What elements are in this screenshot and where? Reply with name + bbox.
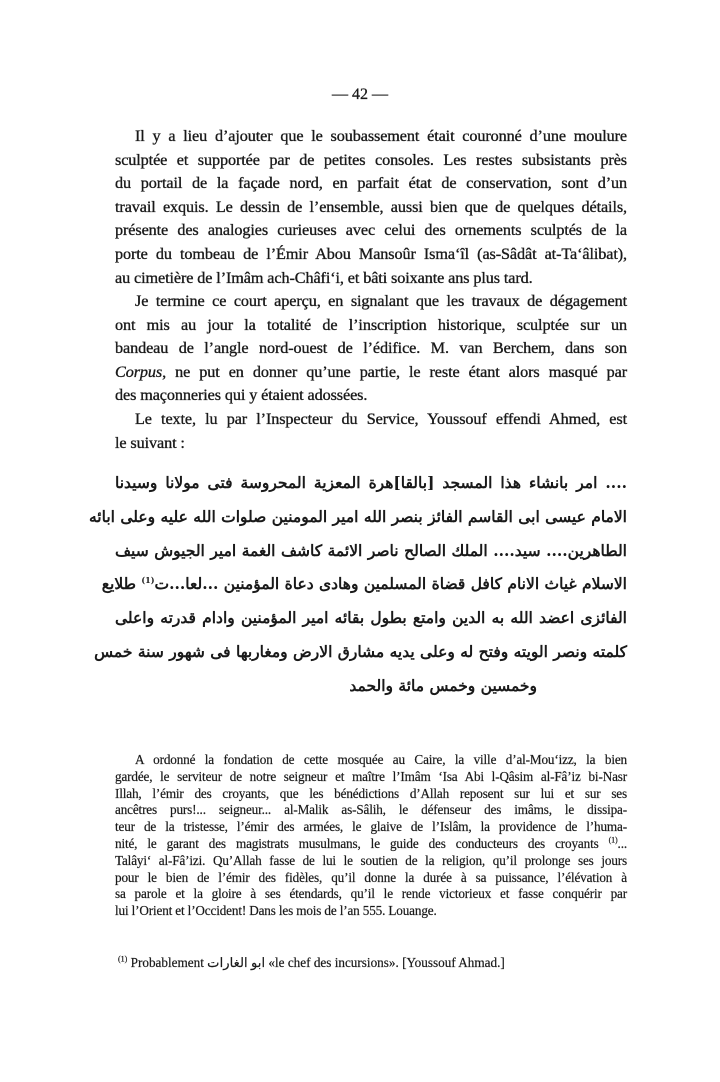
- footnote-ref: (1): [608, 835, 618, 845]
- arabic-line: الامام عيسى ابى القاسم الفائز بنصر الله امير المومنين صلوات الله عليه وعلى ابائه: [88, 506, 627, 526]
- arabic-span: طلايع: [101, 574, 142, 594]
- footnote-text: «le chef des incursions». [Youssouf Ahmad.]: [268, 955, 505, 970]
- arabic-line: وخمسين وخمس مائة والحمد: [349, 675, 537, 695]
- text-line: pour le bien de l’émir des fidèles, qu’il donne la durée à sa puissance, l’élévation à: [115, 869, 627, 885]
- text-line: teur de la tristesse, l’émir des armées, le glaive de l’Islâm, la providence de l’huma-: [115, 819, 627, 835]
- text-line: bandeau de l’angle nord-ouest de l’édifice. M. van Berchem, dans son: [115, 339, 627, 358]
- text-line: sa parole et la gloire à ses étendards, qu’il le rende victorieux et fasse conquérir par: [115, 886, 627, 902]
- text-line: lui l’Orient et l’Occident! Dans les mois de l’an 555. Louange.: [115, 903, 437, 919]
- text-span: , ne put en donner qu’une partie, le reste étant alors masqué par: [162, 362, 627, 381]
- text-line: porte du tombeau de l’Émir Abou Mansoûr Isma‘îl (as-Sâdât at-Ta‘âlibat),: [115, 244, 627, 263]
- text-line: [115, 361, 627, 385]
- text-line: gardée, le serviteur de notre seigneur et maître l’Imâm ‘Isa Abi l-Qâsim al-Fâ’iz bi-Nasr: [115, 768, 627, 784]
- footnote-text: Probablement: [130, 955, 204, 970]
- text-line: au cimetière de l’Imâm ach-Châfi‘i, et bâti soixante ans plus tard.: [115, 268, 533, 287]
- text-line: Illah, l’émir des croyants, que les bénédictions d’Allah reposent sur lui et sur ses: [115, 785, 627, 801]
- text-line: du portail de la façade nord, en parfait état de conservation, sont d’un: [115, 174, 627, 193]
- text-line: des maçonneries qui y étaient adossées.: [115, 386, 368, 405]
- text-line: [115, 836, 627, 853]
- text-line: A ordonné la fondation de cette mosquée au Caire, la ville d’al-Mou‘izz, la bien: [135, 752, 627, 767]
- text-line: le suivant :: [115, 433, 185, 452]
- text-line: Je termine ce court aperçu, en signalant que les travaux de dégagement: [135, 292, 627, 310]
- text-line: travail exquis. Le dessin de l’ensemble, aussi bien que de quelques détails,: [115, 197, 627, 216]
- text-span: nité, le garant des magistrats musulmans, le guide des conducteurs des croyants: [115, 835, 599, 851]
- paragraph-3: [115, 408, 627, 455]
- text-line: Talâyi‘ al-Fâ’izi. Qu’Allah fasse de lui le soutien de la religion, qu’il prolonge ses jours: [115, 852, 627, 868]
- arabic-line: الطاهرين.... سيد.... الملك الصالح ناصر الائمة كاشف الغمة امير الجيوش سيف: [115, 540, 627, 560]
- footnote-marker: (1): [118, 954, 128, 964]
- paragraph-2: [115, 290, 627, 408]
- translation: [115, 752, 627, 920]
- footnote-ref: (1): [141, 575, 155, 586]
- arabic-line: .... امر بانشاء هذا المسجد [بالقا]هرة المعزية المحروسة فتى مولانا وسيدنا: [115, 473, 627, 492]
- paragraph-1: [115, 125, 627, 290]
- text-line: sculptée et supportée par de petites consoles. Les restes subsistants près: [115, 150, 627, 169]
- page-number: — 42 —: [332, 86, 388, 103]
- text-line: Le texte, lu par l’Inspecteur du Service, Youssouf effendi Ahmed, est: [135, 410, 627, 428]
- text-line: ancêtres purs!... seigneur... al-Malik as-Sâlih, le défenseur des imâms, le dissipa-: [115, 802, 627, 818]
- ellipsis: ...: [617, 835, 627, 851]
- corpus-title: Corpus: [115, 362, 163, 381]
- text-line: présente des analogies curieuses avec celui des ornements sculptés de la: [115, 221, 627, 240]
- footnote-arabic: ابو الغارات: [207, 955, 266, 970]
- text-line: Il y a lieu d’ajouter que le soubassement était couronné d’une moulure: [135, 127, 627, 145]
- arabic-span: الاسلام غياث الانام كافل قضاة المسلمين وهادى دعاة المؤمنين ...لعا...ت: [154, 574, 627, 594]
- footnote: [118, 955, 630, 971]
- arabic-line: كلمته ونصر الويته وفتح له وعلى يديه مشارق الارض ومغاربها فى شهور سنة خمس: [94, 641, 627, 661]
- arabic-line: الفائزى اعضد الله به الدين وامتع بطول بقائه امير المؤمنين وادام قدرته واعلى: [115, 608, 627, 628]
- arabic-inscription: [88, 466, 627, 703]
- arabic-line: [101, 567, 627, 601]
- text-line: ont mis au jour la totalité de l’inscription historique, sculptée sur un: [115, 315, 627, 334]
